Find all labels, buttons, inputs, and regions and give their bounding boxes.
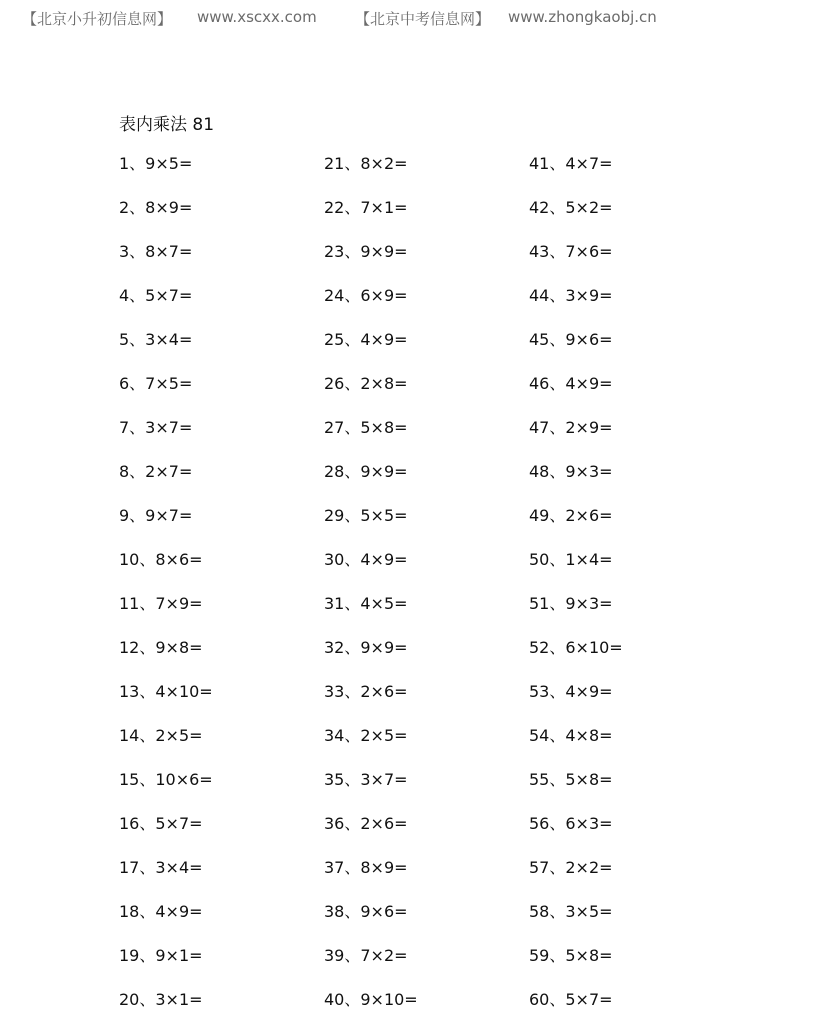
site2-name: 【北京中考信息网】 bbox=[355, 10, 491, 28]
problem-item: 59、5×8= bbox=[529, 946, 613, 965]
problem-item: 53、4×9= bbox=[529, 682, 613, 701]
problem-item: 9、9×7= bbox=[119, 506, 193, 525]
problem-item: 26、2×8= bbox=[324, 374, 408, 393]
problem-column-1 bbox=[119, 153, 309, 1033]
problem-item: 52、6×10= bbox=[529, 638, 623, 657]
problem-item: 10、8×6= bbox=[119, 550, 203, 569]
problem-item: 4、5×7= bbox=[119, 286, 193, 305]
problem-item: 18、4×9= bbox=[119, 902, 203, 921]
problem-item: 45、9×6= bbox=[529, 330, 613, 349]
problem-item: 32、9×9= bbox=[324, 638, 408, 657]
problem-item: 19、9×1= bbox=[119, 946, 203, 965]
site1-url[interactable]: www.xscxx.com bbox=[197, 8, 317, 26]
problem-item: 57、2×2= bbox=[529, 858, 613, 877]
problem-item: 13、4×10= bbox=[119, 682, 213, 701]
problem-item: 39、7×2= bbox=[324, 946, 408, 965]
problem-item: 60、5×7= bbox=[529, 990, 613, 1009]
problem-item: 24、6×9= bbox=[324, 286, 408, 305]
problem-item: 51、9×3= bbox=[529, 594, 613, 613]
problem-column-2 bbox=[324, 153, 514, 1033]
problem-item: 47、2×9= bbox=[529, 418, 613, 437]
problem-item: 37、8×9= bbox=[324, 858, 408, 877]
problem-item: 23、9×9= bbox=[324, 242, 408, 261]
problem-item: 35、3×7= bbox=[324, 770, 408, 789]
problem-item: 6、7×5= bbox=[119, 374, 193, 393]
problem-item: 1、9×5= bbox=[119, 154, 193, 173]
problem-item: 21、8×2= bbox=[324, 154, 408, 173]
problem-item: 56、6×3= bbox=[529, 814, 613, 833]
problem-item: 29、5×5= bbox=[324, 506, 408, 525]
problem-item: 28、9×9= bbox=[324, 462, 408, 481]
site2-url[interactable]: www.zhongkaobj.cn bbox=[508, 8, 657, 26]
problem-column-3 bbox=[529, 153, 719, 1033]
problem-item: 11、7×9= bbox=[119, 594, 203, 613]
problem-item: 2、8×9= bbox=[119, 198, 193, 217]
problem-item: 27、5×8= bbox=[324, 418, 408, 437]
problem-item: 55、5×8= bbox=[529, 770, 613, 789]
problem-item: 49、2×6= bbox=[529, 506, 613, 525]
problem-item: 40、9×10= bbox=[324, 990, 418, 1009]
problem-item: 36、2×6= bbox=[324, 814, 408, 833]
problem-item: 43、7×6= bbox=[529, 242, 613, 261]
worksheet-title: 表内乘法 81 bbox=[119, 115, 215, 135]
problem-item: 22、7×1= bbox=[324, 198, 408, 217]
problem-item: 16、5×7= bbox=[119, 814, 203, 833]
problem-item: 58、3×5= bbox=[529, 902, 613, 921]
problem-item: 12、9×8= bbox=[119, 638, 203, 657]
problem-item: 48、9×3= bbox=[529, 462, 613, 481]
problem-item: 3、8×7= bbox=[119, 242, 193, 261]
problem-item: 31、4×5= bbox=[324, 594, 408, 613]
problem-item: 30、4×9= bbox=[324, 550, 408, 569]
problem-item: 7、3×7= bbox=[119, 418, 193, 437]
problem-item: 33、2×6= bbox=[324, 682, 408, 701]
problem-item: 5、3×4= bbox=[119, 330, 193, 349]
problem-item: 38、9×6= bbox=[324, 902, 408, 921]
problem-item: 46、4×9= bbox=[529, 374, 613, 393]
problem-item: 54、4×8= bbox=[529, 726, 613, 745]
problem-item: 25、4×9= bbox=[324, 330, 408, 349]
problem-item: 34、2×5= bbox=[324, 726, 408, 745]
problem-item: 8、2×7= bbox=[119, 462, 193, 481]
problem-item: 50、1×4= bbox=[529, 550, 613, 569]
problem-item: 17、3×4= bbox=[119, 858, 203, 877]
problem-item: 42、5×2= bbox=[529, 198, 613, 217]
site1-name: 【北京小升初信息网】 bbox=[22, 10, 173, 28]
problem-item: 15、10×6= bbox=[119, 770, 213, 789]
problem-item: 41、4×7= bbox=[529, 154, 613, 173]
problem-item: 20、3×1= bbox=[119, 990, 203, 1009]
problem-item: 14、2×5= bbox=[119, 726, 203, 745]
problem-item: 44、3×9= bbox=[529, 286, 613, 305]
